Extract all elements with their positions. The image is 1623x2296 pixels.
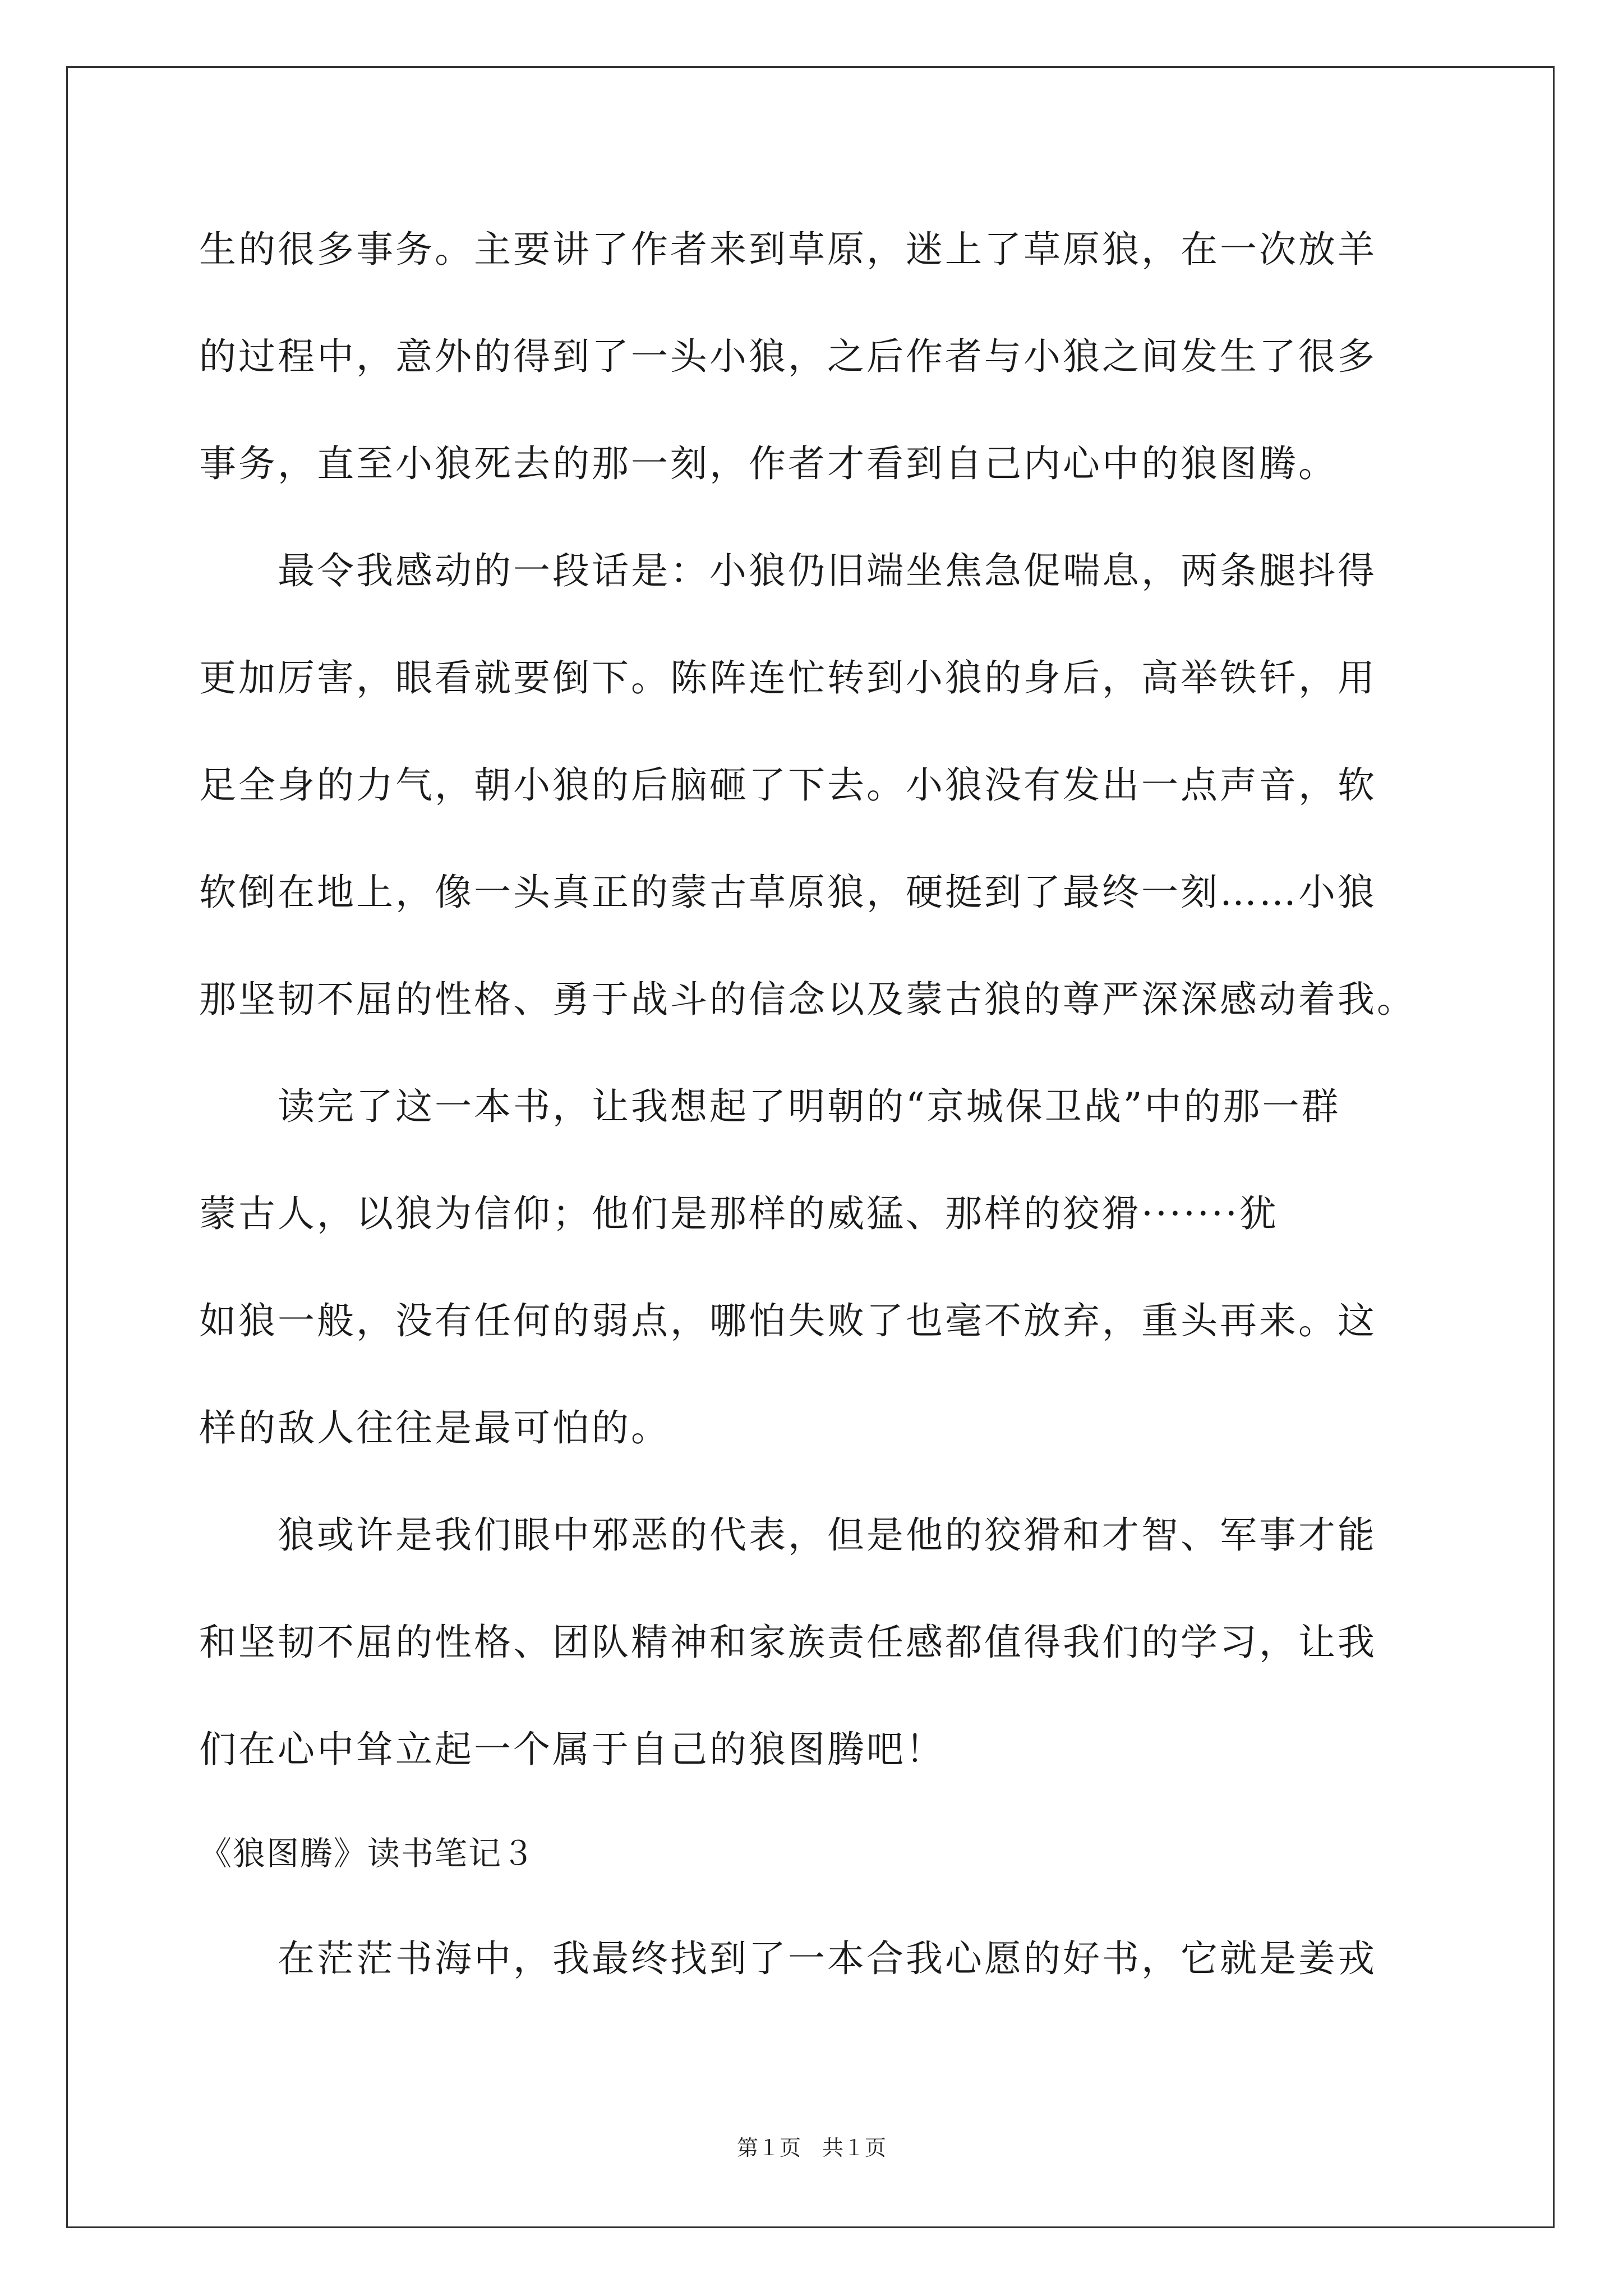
text-line: 如狼一般，没有任何的弱点，哪怕失败了也毫不放弃，重头再来。这 [199,1299,1377,1342]
text-line: 蒙古人，以狼为信仰；他们是那样的威猛、那样的狡猾·······犹 [199,1192,1279,1235]
paragraph-start: 读完了这一本书，让我想起了明朝的“京城保卫战”中的那一群 [199,1085,1341,1128]
text-line: 事务，直至小狼死去的那一刻，作者才看到自己内心中的狼图腾。 [199,442,1338,485]
paragraph-start: 在茫茫书海中，我最终找到了一本合我心愿的好书，它就是姜戎 [199,1937,1377,1980]
page-border [66,66,1555,2228]
text-line: 的过程中，意外的得到了一头小狼，之后作者与小狼之间发生了很多 [199,335,1377,378]
section-heading: 《狼图腾》读书笔记３ [199,1834,536,1872]
paragraph-start: 最令我感动的一段话是：小狼仍旧端坐焦急促喘息，两条腿抖得 [199,549,1377,592]
text-line: 生的很多事务。主要讲了作者来到草原，迷上了草原狼，在一次放羊 [199,228,1377,271]
text-line: 软倒在地上，像一头真正的蒙古草原狼，硬挺到了最终一刻……小狼 [199,871,1377,914]
paragraph-start: 狼或许是我们眼中邪恶的代表，但是他的狡猾和才智、军事才能 [199,1513,1377,1557]
text-line: 那坚韧不屈的性格、勇于战斗的信念以及蒙古狼的尊严深深感动着我。 [199,978,1416,1021]
text-line: 更加厉害，眼看就要倒下。陈阵连忙转到小狼的身后，高举铁钎，用 [199,656,1377,700]
text-line: 和坚韧不屈的性格、团队精神和家族责任感都值得我们的学习，让我 [199,1621,1377,1664]
page-footer: 第１页 共１页 [736,2136,886,2160]
text-line: 们在心中耸立起一个属于自己的狼图腾吧！ [199,1728,945,1771]
text-line: 样的敌人往往是最可怕的。 [199,1406,670,1450]
text-line: 足全身的力气，朝小狼的后脑砸了下去。小狼没有发出一点声音，软 [199,763,1377,807]
